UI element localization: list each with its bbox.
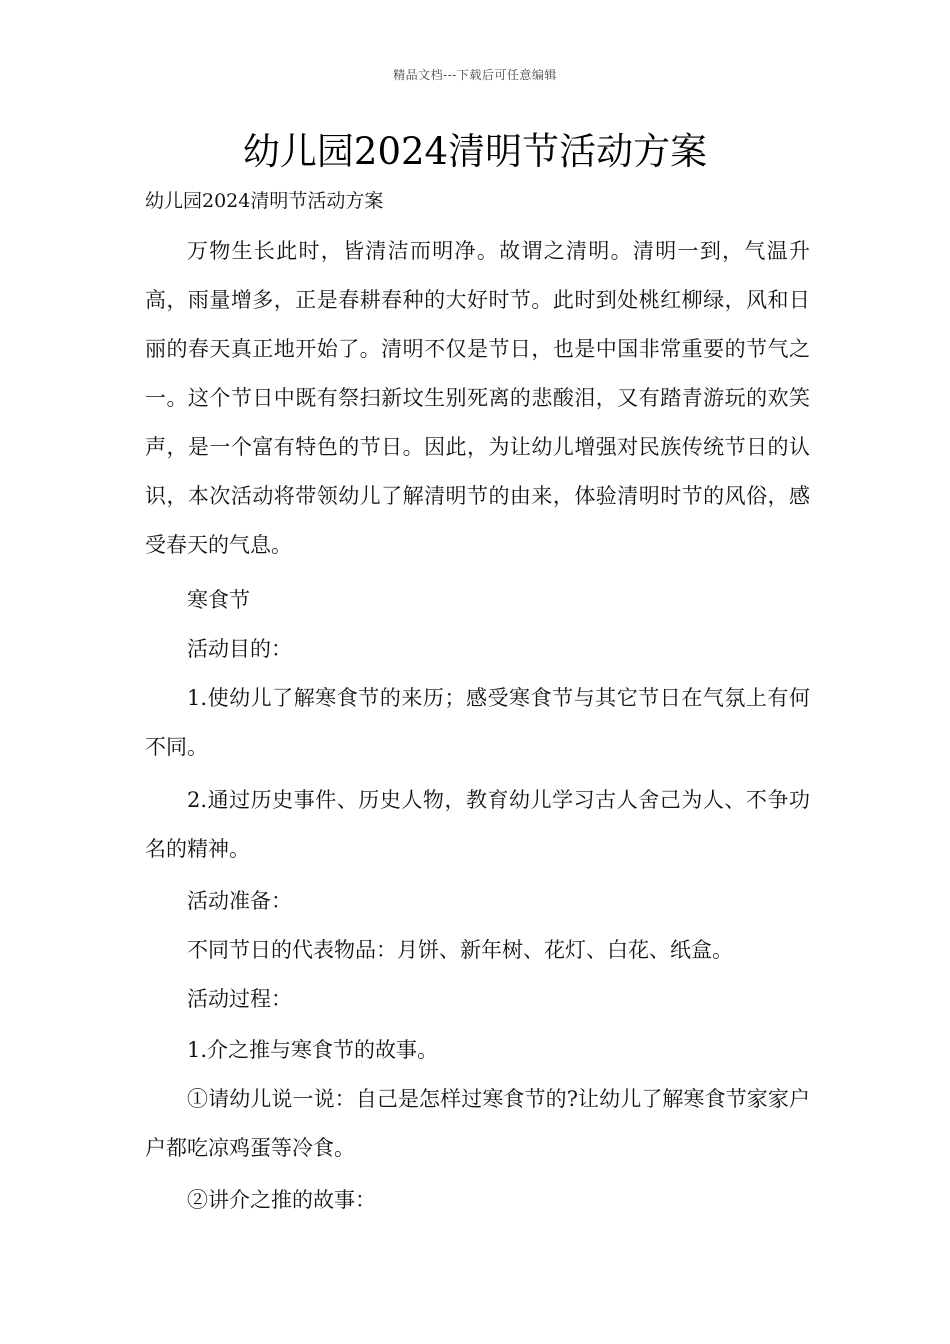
document-title: 幼儿园2024清明节活动方案 (242, 130, 708, 173)
preparation-text: 不同节日的代表物品：月饼、新年树、花灯、白花、纸盒。 (187, 938, 733, 962)
process-step-1a: ①请幼儿说一说：自己是怎样过寒食节的?让幼儿了解寒食节家家户户都吃凉鸡蛋等冷食。 (145, 1087, 810, 1160)
goal-item-1: 1.使幼儿了解寒食节的来历；感受寒食节与其它节日在气氛上有何不同。 (145, 686, 810, 759)
preparation-heading: 活动准备： (187, 889, 292, 913)
process-heading: 活动过程： (187, 987, 292, 1011)
document-subtitle: 幼儿园2024清明节活动方案 (145, 190, 384, 212)
process-step-1: 1.介之推与寒食节的故事。 (187, 1038, 439, 1062)
goal-item-2: 2.通过历史事件、历史人物，教育幼儿学习古人舍己为人、不争功名的精神。 (145, 788, 810, 861)
intro-paragraph: 万物生长此时，皆清洁而明净。故谓之清明。清明一到，气温升高，雨量增多，正是春耕春种的大好时节。此时到处桃红柳绿，风和日丽的春天真正地开始了。清明不仅是节日，也是中国非常重要的节气之一。这个节日中既有祭扫新坟生别死离的悲酸泪，又有踏青游玩的欢笑声，是一个富有特色的节日。因此，为让幼儿增强对民族传统节日的认识，本次活动将带领幼儿了解清明节的由来，体验清明时节的风俗，感受春天的气息。 (145, 239, 810, 557)
goals-heading: 活动目的： (187, 637, 292, 661)
header-note: 精品文档---下载后可任意编辑 (393, 68, 557, 82)
section-heading-cold-food: 寒食节 (187, 588, 250, 612)
intro-section (145, 227, 810, 570)
process-step-1b: ②讲介之推的故事： (187, 1188, 376, 1212)
